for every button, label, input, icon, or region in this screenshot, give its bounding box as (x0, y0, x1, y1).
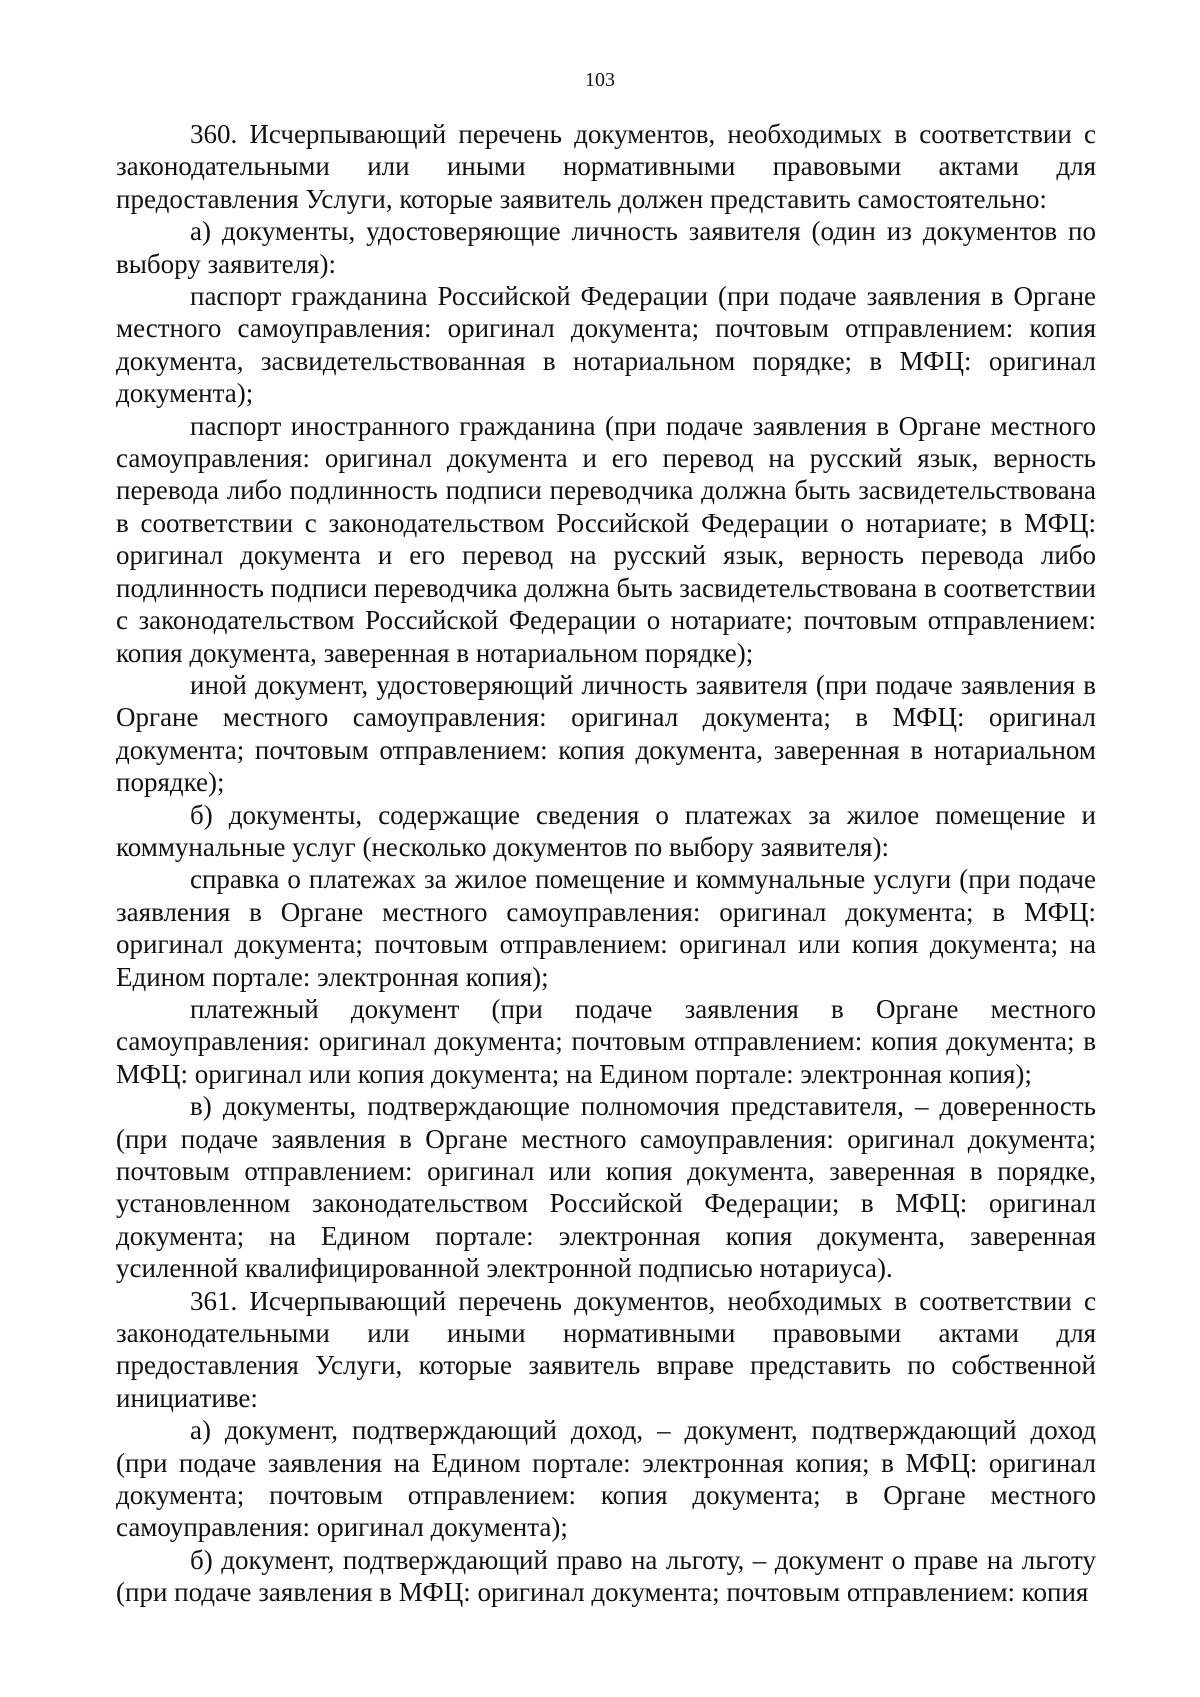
paragraph-other-id-document: иной документ, удостоверяющий личность заявителя (при подаче заявления в Органе местного самоуправления: оригинал документа; в МФЦ: оригинал документа; почтовым отправлением: копия документа, заверенная в нотариальном порядке); (116, 669, 1096, 798)
paragraph-361-intro: 361. Исчерпывающий перечень документов, необходимых в соответствии с законодательными или иными нормативными правовыми актами для предоставления Услуги, которые заявитель вправе представить по собственной инициативе: (116, 1285, 1096, 1413)
paragraph-361-b: б) документ, подтверждающий право на льготу, – документ о праве на льготу (при подаче заявления в МФЦ: оригинал документа; почтовым отправлением: копия (116, 1544, 1096, 1608)
page-number: 103 (585, 69, 615, 91)
paragraph-360-intro: 360. Исчерпывающий перечень документов, необходимых в соответствии с законодательными или иными нормативными правовыми актами для предоставления Услуги, которые заявитель должен представить самостоятельно: (116, 119, 1096, 214)
paragraph-payment-document: платежный документ (при подаче заявления в Органе местного самоуправления: оригинал документа; почтовым отправлением: копия документа; в МФЦ: оригинал или копия документа; на Едином портале: электронная копия); (116, 993, 1096, 1089)
paragraph-russian-passport: паспорт гражданина Российской Федерации (при подаче заявления в Органе местного самоуправления: оригинал документа; почтовым отправлением: копия документа, засвидетельствованная в нотариальном порядке; в МФЦ: оригинал документа); (116, 281, 1096, 409)
paragraph-foreign-passport: паспорт иностранного гражданина (при подаче заявления в Органе местного самоуправления: оригинал документа и его перевод на русский язык, верность перевода либо подлинность подписи переводчика должна быть засвидетельствована в соответствии с законодательством Российской Федерации о нотариате; в МФЦ: оригинал документа и его перевод на русский язык, верность перевода либо подлинность подписи переводчика должна быть засвидетельствована в соответствии с законодательством Российской Федерации о нотариате; почтовым отправлением: копия документа, заверенная в нотариальном порядке); (116, 410, 1096, 668)
paragraph-payment-certificate: справка о платежах за жилое помещение и коммунальные услуги (при подаче заявления в Органе местного самоуправления: оригинал документа; в МФЦ: оригинал документа; почтовым отправлением: оригинал или копия документа; на Едином портале: электронная копия); (116, 864, 1096, 992)
paragraph-361-a: а) документ, подтверждающий доход, – документ, подтверждающий доход (при подаче заявления на Едином портале: электронная копия; в МФЦ: оригинал документа; почтовым отправлением: копия документа; в Органе местного самоуправления: оригинал документа); (116, 1415, 1096, 1543)
paragraph-360-a: а) документы, удостоверяющие личность заявителя (один из документов по выбору заявителя): (116, 216, 1096, 279)
paragraph-360-v: в) документы, подтверждающие полномочия представителя, – доверенность (при подаче заявления в Органе местного самоуправления: оригинал документа; почтовым отправлением: оригинал или копия документа, заверенная в порядке, установленном законодательством Российской Федерации; в МФЦ: оригинал документа; на Едином портале: электронная копия документа, заверенная усиленной квалифицированной электронной подписью нотариуса). (116, 1091, 1096, 1284)
paragraph-360-b: б) документы, содержащие сведения о платежах за жилое помещение и коммунальные услуг (несколько документов по выбору заявителя): (116, 799, 1096, 862)
document-body (116, 118, 1096, 1609)
